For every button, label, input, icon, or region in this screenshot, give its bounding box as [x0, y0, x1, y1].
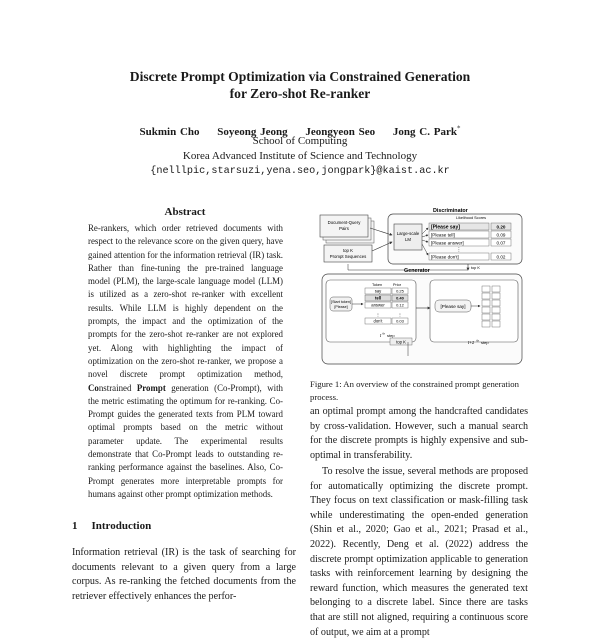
scored-prompt-3: [Please answer] [431, 240, 464, 246]
scored-prompt-4: [Please don't] [431, 254, 459, 260]
step-t-th: th [382, 331, 386, 336]
step-t1-index: t+1 [468, 340, 475, 345]
tokens-ellipsis: ⋮ [375, 312, 381, 317]
paper-title [0, 68, 600, 102]
figure-overview [318, 206, 528, 370]
token-2: tell [374, 295, 382, 301]
prior-4: 0.03 [396, 318, 404, 324]
scored-prompt-2-score: 0.09 [496, 232, 506, 238]
intro-paragraph: Information retrieval (IR) is the task of searching for documents relevant to a given query from a large corpus. As re-ranking the fetched documents from the retriever effectively enhances the perfor- [72, 547, 296, 602]
step-t-index: t [380, 333, 382, 338]
panel-topk-label: top K [396, 339, 406, 345]
next-step-prompt: [Please say] [440, 303, 466, 309]
prior-3: 0.12 [396, 302, 404, 308]
abstract-heading: Abstract [164, 206, 206, 218]
llm-label-2: LM [405, 237, 411, 242]
topk-arrow-label: top K [471, 266, 480, 270]
token-header: Token [372, 283, 383, 287]
topk-prompt-2: Prompt Sequences [329, 254, 367, 259]
generator-label: Generator [404, 268, 430, 274]
title-line-1: Discrete Prompt Optimization via Constrained Generation [129, 69, 471, 84]
author-1: Sukmin Cho [139, 125, 200, 138]
scored-prompt-2: [Please tell] [431, 232, 455, 238]
right-paragraph-1: an optimal prompt among the handcrafted candidates by cross-validation. However, such a manual search for the discrete prompts is highly expensive and sub-optimal in transferability. [310, 406, 528, 461]
discriminator-label: Discriminator [433, 208, 468, 214]
step-t1-th: th [476, 338, 480, 343]
prior-header: Prior [393, 283, 402, 287]
prior-1: 0.25 [396, 288, 404, 294]
scored-prompt-4-score: 0.02 [496, 254, 506, 260]
llm-label-1: Large-scale [396, 231, 420, 236]
topk-prompt-1: top K [342, 248, 354, 253]
priors-ellipsis: ⋮ [397, 312, 403, 317]
author-4: Jong C. Park* [392, 124, 461, 138]
token-4: don't [373, 318, 383, 324]
token-1: say [374, 288, 382, 294]
section-heading: 1 Introduction [72, 520, 152, 532]
figure-caption: Figure 1: An overview of the constrained prompt generation process. [310, 379, 519, 402]
scored-prompt-1-score: 0.20 [496, 224, 506, 230]
step-t1-word: step [481, 340, 489, 345]
scored-prompt-1: [Please say] [431, 224, 460, 231]
affiliation-institute: Korea Advanced Institute of Science and Technology [182, 150, 418, 162]
prior-2: 0.40 [396, 295, 404, 301]
abstract-body: Re-rankers, which order retrieved documents with respect to the relevance score on the given query, have gained attention for the information retrieval (IR) task. Rather than fine-tuning the pre-trained language model (PLM), the large-scale language model (LLM) is utilized as a zero-shot re-ranker with excellent results. While LLM is highly dependent on the prompts, the impact and the optimization of the prompts for the zero-shot re-ranker are not explored yet. Along with highlighting the impact of optimization on the zero-shot re-ranker, we propose a novel discrete prompt optimization method, Constrained Prompt generation (Co-Prompt), with the metric estimating the optimum for re-ranking. Co-Prompt guides the generated texts from PLM toward optimal prompts based on the metric without parameter update. The experimental results demonstrate that Co-Prompt leads to outstanding re-ranking performance against the baselines. Also, Co-Prompt generates more interpretable prompts for humans against other prompt optimization methods. [88, 223, 283, 499]
start-token-2: [Please] [334, 305, 348, 309]
doc-query-label-1: Document-Query [327, 220, 361, 225]
likelihood-scores-label: Likelihood Scores [456, 216, 486, 220]
author-mark: * [456, 124, 461, 132]
author-3: Jeongyeon Seo [305, 125, 376, 138]
author-email: {nelllpic,starsuzi,yena.seo,jongpark}@kaist.ac.kr [150, 166, 450, 177]
author-2: Soyeong Jeong [217, 125, 288, 138]
step-t-word: step [387, 333, 395, 338]
scores-ellipsis: ⋮ [456, 247, 462, 253]
start-token-1: [Start token] [331, 300, 351, 304]
token-3: answer [371, 302, 385, 308]
title-line-2: for Zero-shot Re-ranker [229, 86, 371, 101]
doc-query-label-2: Pairs [339, 226, 349, 231]
scored-prompt-3-score: 0.07 [496, 240, 506, 246]
right-paragraph-2: To resolve the issue, several methods are proposed for automatically optimizing the discrete prompt. They focus on text classification or mask-filling task while underestimating the open-ended generation (Shin et al., 2020; Gao et al., 2021; Prasad et al., 2022). Recently, Deng et al. (2022) address the discrete prompt optimization applicable to generation tasks with reinforcement learning by designing the reward function, which measures the generated text belonging to a discrete label. Since there are tasks that are still not aligned, requiring a continuous score of output, we aim at a prompt [310, 466, 528, 638]
affiliation-school: School of Computing [252, 135, 348, 147]
